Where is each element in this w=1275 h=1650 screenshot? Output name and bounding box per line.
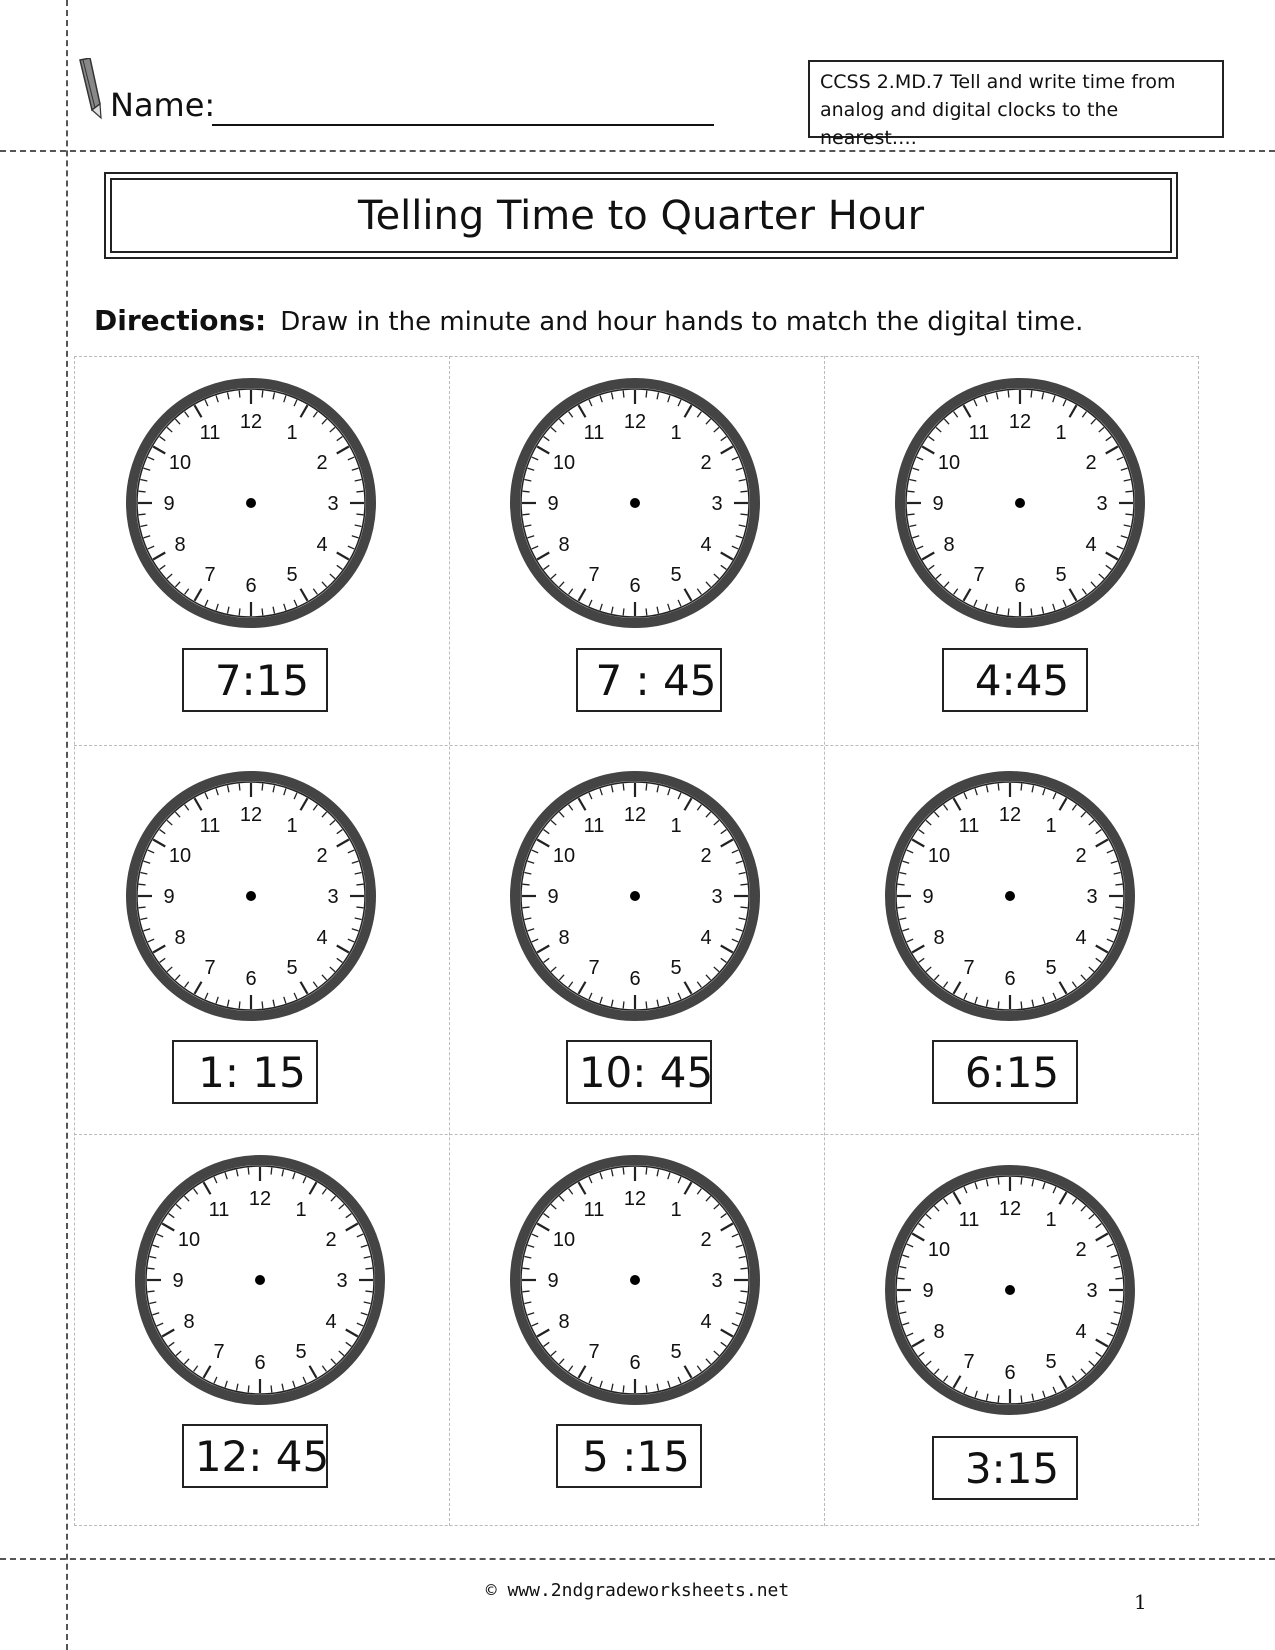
clock-tick xyxy=(365,1268,372,1269)
clock-numeral: 3 xyxy=(711,493,723,515)
clock-center-dot xyxy=(246,891,256,901)
clock-tick xyxy=(1115,1278,1122,1279)
clock-numeral: 5 xyxy=(1055,564,1067,587)
clock-tick xyxy=(646,608,647,615)
clock-numeral: 5 xyxy=(1045,957,1057,980)
clock-tick xyxy=(139,514,146,515)
clock-tick xyxy=(646,391,647,398)
clock-tick xyxy=(262,608,263,615)
clock-numeral: 11 xyxy=(199,421,221,444)
margin-guide-bottom xyxy=(0,1558,1275,1560)
clock-numeral: 5 xyxy=(286,564,298,587)
clock-numeral: 2 xyxy=(700,1229,712,1251)
clock-center-dot xyxy=(246,498,256,508)
clock-numeral: 2 xyxy=(1085,452,1097,474)
clock-numeral: 5 xyxy=(670,957,682,980)
clock-numeral: 10 xyxy=(168,845,192,867)
clock-tick xyxy=(898,884,905,885)
clock-numeral: 1 xyxy=(286,421,298,444)
clock-numeral: 1 xyxy=(1045,1208,1057,1231)
clock-numeral: 8 xyxy=(933,927,945,949)
clock-numeral: 11 xyxy=(583,814,605,837)
clock-numeral: 4 xyxy=(316,534,328,556)
clock-tick xyxy=(1008,391,1009,398)
clock-tick xyxy=(1021,1001,1022,1008)
clock-numeral: 6 xyxy=(1004,1362,1016,1384)
clock-face[interactable] xyxy=(130,1150,390,1410)
directions-label: Directions: xyxy=(94,304,267,337)
clock-numeral: 2 xyxy=(325,1229,337,1251)
clock-numeral: 2 xyxy=(1075,1239,1087,1261)
clock-tick xyxy=(1008,608,1009,615)
clock-center-dot xyxy=(630,498,640,508)
clock-tick xyxy=(1125,491,1132,492)
clock-tick xyxy=(148,1268,155,1269)
clock-numeral: 1 xyxy=(295,1198,307,1221)
clock-tick xyxy=(740,1291,747,1292)
clock-tick xyxy=(646,784,647,791)
clock-numeral: 3 xyxy=(336,1270,348,1292)
clock-numeral: 6 xyxy=(1014,575,1026,597)
clock-numeral: 6 xyxy=(245,968,257,990)
clock-center-dot xyxy=(1015,498,1025,508)
clock-numeral: 5 xyxy=(670,564,682,587)
clock-numeral: 6 xyxy=(629,575,641,597)
clock-numeral: 3 xyxy=(327,886,339,908)
clock-tick xyxy=(646,1385,647,1392)
directions-text: Draw in the minute and hour hands to match the digital time. xyxy=(280,307,1084,337)
clock-tick xyxy=(523,1291,530,1292)
clock-numeral: 12 xyxy=(248,1188,272,1210)
clock-numeral: 6 xyxy=(245,575,257,597)
clock-numeral: 11 xyxy=(583,1198,605,1221)
clock-tick xyxy=(623,1168,624,1175)
clock-tick xyxy=(998,1395,999,1402)
clock-tick xyxy=(148,1291,155,1292)
clock-numeral: 10 xyxy=(168,452,192,474)
clock-tick xyxy=(523,907,530,908)
clock-face[interactable] xyxy=(880,1160,1140,1420)
clock-tick xyxy=(356,491,363,492)
clock-tick xyxy=(1031,391,1032,398)
clock-numeral: 5 xyxy=(1045,1351,1057,1374)
clock-face[interactable] xyxy=(880,766,1140,1026)
clock-tick xyxy=(1115,907,1122,908)
clock-numeral: 8 xyxy=(174,534,186,556)
clock-face[interactable] xyxy=(121,766,381,1026)
clock-numeral: 6 xyxy=(629,1352,641,1374)
clock-numeral: 9 xyxy=(163,886,175,908)
digital-time-box: 6:15 xyxy=(932,1040,1078,1104)
page-title: Telling Time to Quarter Hour xyxy=(110,178,1172,253)
clock-tick xyxy=(1021,1178,1022,1185)
clock-numeral: 4 xyxy=(1075,927,1087,949)
clock-numeral: 10 xyxy=(927,1239,951,1261)
clock-numeral: 12 xyxy=(239,804,263,826)
clock-tick xyxy=(1031,608,1032,615)
clock-tick xyxy=(523,884,530,885)
clock-numeral: 3 xyxy=(711,886,723,908)
grid-divider xyxy=(74,745,1199,746)
clock-numeral: 7 xyxy=(588,1341,600,1364)
clock-numeral: 7 xyxy=(963,1351,975,1374)
clock-numeral: 8 xyxy=(174,927,186,949)
clock-tick xyxy=(248,1168,249,1175)
clock-tick xyxy=(139,907,146,908)
clock-numeral: 8 xyxy=(943,534,955,556)
name-label: Name: xyxy=(110,86,216,124)
clock-tick xyxy=(523,1268,530,1269)
clock-numeral: 8 xyxy=(933,1321,945,1343)
clock-tick xyxy=(523,514,530,515)
clock-tick xyxy=(898,907,905,908)
clock-numeral: 8 xyxy=(183,1311,195,1333)
clock-tick xyxy=(356,884,363,885)
clock-numeral: 5 xyxy=(286,957,298,980)
clock-tick xyxy=(623,391,624,398)
clock-numeral: 7 xyxy=(588,564,600,587)
clock-numeral: 4 xyxy=(1085,534,1097,556)
clock-numeral: 7 xyxy=(204,957,216,980)
clock-tick xyxy=(998,784,999,791)
clock-numeral: 8 xyxy=(558,927,570,949)
clock-face[interactable] xyxy=(890,373,1150,633)
clock-tick xyxy=(139,884,146,885)
clock-tick xyxy=(271,1168,272,1175)
clock-tick xyxy=(998,1178,999,1185)
clock-tick xyxy=(239,1001,240,1008)
margin-guide-top xyxy=(0,150,1275,152)
clock-tick xyxy=(740,514,747,515)
clock-numeral: 11 xyxy=(583,421,605,444)
title-frame xyxy=(104,172,1178,259)
clock-numeral: 4 xyxy=(316,927,328,949)
clock-numeral: 10 xyxy=(552,1229,576,1251)
clock-numeral: 10 xyxy=(552,452,576,474)
clock-numeral: 1 xyxy=(286,814,298,837)
clock-face[interactable] xyxy=(505,766,765,1026)
clock-numeral: 3 xyxy=(711,1270,723,1292)
clock-numeral: 9 xyxy=(547,886,559,908)
pencil-icon xyxy=(74,58,102,120)
clock-numeral: 12 xyxy=(998,1198,1022,1220)
copyright-footer: © www.2ndgradeworksheets.net xyxy=(485,1580,790,1601)
clock-numeral: 2 xyxy=(700,452,712,474)
clock-numeral: 10 xyxy=(937,452,961,474)
clock-tick xyxy=(740,884,747,885)
digital-time-box: 7:15 xyxy=(182,648,328,712)
clock-numeral: 6 xyxy=(254,1352,266,1374)
clock-numeral: 4 xyxy=(325,1311,337,1333)
clock-numeral: 7 xyxy=(204,564,216,587)
clock-face[interactable] xyxy=(121,373,381,633)
clock-numeral: 10 xyxy=(927,845,951,867)
clock-numeral: 12 xyxy=(623,411,647,433)
digital-time-box: 3:15 xyxy=(932,1436,1078,1500)
clock-center-dot xyxy=(1005,891,1015,901)
clock-tick xyxy=(271,1385,272,1392)
clock-tick xyxy=(262,391,263,398)
clock-numeral: 9 xyxy=(172,1270,184,1292)
clock-numeral: 7 xyxy=(213,1341,225,1364)
clock-numeral: 4 xyxy=(700,1311,712,1333)
page-number: 1 xyxy=(1134,1590,1147,1614)
clock-numeral: 2 xyxy=(700,845,712,867)
clock-tick xyxy=(646,1001,647,1008)
clock-tick xyxy=(908,491,915,492)
digital-time-box: 7 : 45 xyxy=(576,648,722,712)
grid-divider xyxy=(74,1134,1199,1135)
clock-numeral: 10 xyxy=(552,845,576,867)
clock-numeral: 4 xyxy=(700,534,712,556)
clock-numeral: 6 xyxy=(1004,968,1016,990)
clock-tick xyxy=(740,1268,747,1269)
clock-tick xyxy=(623,1385,624,1392)
clock-tick xyxy=(1021,784,1022,791)
clock-tick xyxy=(1021,1395,1022,1402)
clock-numeral: 8 xyxy=(558,534,570,556)
margin-guide-vertical xyxy=(66,0,68,1650)
clock-tick xyxy=(998,1001,999,1008)
clock-numeral: 11 xyxy=(208,1198,230,1221)
clock-tick xyxy=(356,907,363,908)
clock-numeral: 12 xyxy=(623,1188,647,1210)
digital-time-box: 10: 45 xyxy=(566,1040,712,1104)
clock-numeral: 12 xyxy=(1008,411,1032,433)
clock-numeral: 9 xyxy=(922,886,934,908)
clock-numeral: 5 xyxy=(670,1341,682,1364)
clock-numeral: 9 xyxy=(922,1280,934,1302)
clock-numeral: 1 xyxy=(670,814,682,837)
clock-tick xyxy=(239,391,240,398)
clock-numeral: 9 xyxy=(547,1270,559,1292)
clock-numeral: 1 xyxy=(670,1198,682,1221)
clock-numeral: 1 xyxy=(1055,421,1067,444)
clock-numeral: 12 xyxy=(623,804,647,826)
clock-numeral: 7 xyxy=(963,957,975,980)
clock-numeral: 2 xyxy=(1075,845,1087,867)
clock-numeral: 12 xyxy=(239,411,263,433)
clock-tick xyxy=(239,608,240,615)
clock-tick xyxy=(898,1278,905,1279)
clock-numeral: 4 xyxy=(1075,1321,1087,1343)
clock-tick xyxy=(262,784,263,791)
clock-numeral: 3 xyxy=(1096,493,1108,515)
clock-tick xyxy=(248,1385,249,1392)
clock-numeral: 12 xyxy=(998,804,1022,826)
clock-tick xyxy=(365,1291,372,1292)
clock-tick xyxy=(740,907,747,908)
clock-tick xyxy=(239,784,240,791)
clock-tick xyxy=(623,784,624,791)
digital-time-box: 12: 45 xyxy=(182,1424,328,1488)
clock-center-dot xyxy=(255,1275,265,1285)
clock-tick xyxy=(908,514,915,515)
clock-center-dot xyxy=(1005,1285,1015,1295)
clock-numeral: 3 xyxy=(1086,1280,1098,1302)
clock-face[interactable] xyxy=(505,1150,765,1410)
clock-tick xyxy=(262,1001,263,1008)
clock-numeral: 9 xyxy=(547,493,559,515)
clock-tick xyxy=(623,1001,624,1008)
digital-time-box: 4:45 xyxy=(942,648,1088,712)
clock-tick xyxy=(523,491,530,492)
ccss-standard-box: CCSS 2.MD.7 Tell and write time from analog and digital clocks to the nearest…. xyxy=(808,60,1224,138)
clock-numeral: 7 xyxy=(588,957,600,980)
clock-tick xyxy=(898,1301,905,1302)
clock-numeral: 9 xyxy=(163,493,175,515)
clock-numeral: 11 xyxy=(968,421,990,444)
clock-numeral: 11 xyxy=(958,1208,980,1231)
grid-divider xyxy=(449,356,450,1526)
clock-numeral: 3 xyxy=(327,493,339,515)
name-field-line[interactable] xyxy=(212,124,714,126)
clock-numeral: 5 xyxy=(295,1341,307,1364)
clock-numeral: 11 xyxy=(199,814,221,837)
clock-numeral: 2 xyxy=(316,452,328,474)
clock-numeral: 7 xyxy=(973,564,985,587)
digital-time-box: 5 :15 xyxy=(556,1424,702,1488)
clock-numeral: 4 xyxy=(700,927,712,949)
clock-center-dot xyxy=(630,1275,640,1285)
clock-numeral: 8 xyxy=(558,1311,570,1333)
clock-tick xyxy=(139,491,146,492)
directions xyxy=(94,304,1083,337)
clock-tick xyxy=(1125,514,1132,515)
clock-tick xyxy=(646,1168,647,1175)
clock-tick xyxy=(740,491,747,492)
clock-tick xyxy=(623,608,624,615)
clock-numeral: 9 xyxy=(932,493,944,515)
clock-numeral: 1 xyxy=(670,421,682,444)
clock-tick xyxy=(1115,884,1122,885)
clock-face[interactable] xyxy=(505,373,765,633)
clock-center-dot xyxy=(630,891,640,901)
clock-numeral: 11 xyxy=(958,814,980,837)
clock-numeral: 6 xyxy=(629,968,641,990)
clock-tick xyxy=(1115,1301,1122,1302)
clock-numeral: 10 xyxy=(177,1229,201,1251)
digital-time-box: 1: 15 xyxy=(172,1040,318,1104)
grid-divider xyxy=(824,356,825,1526)
clock-tick xyxy=(356,514,363,515)
clock-numeral: 3 xyxy=(1086,886,1098,908)
clock-numeral: 1 xyxy=(1045,814,1057,837)
clock-numeral: 2 xyxy=(316,845,328,867)
